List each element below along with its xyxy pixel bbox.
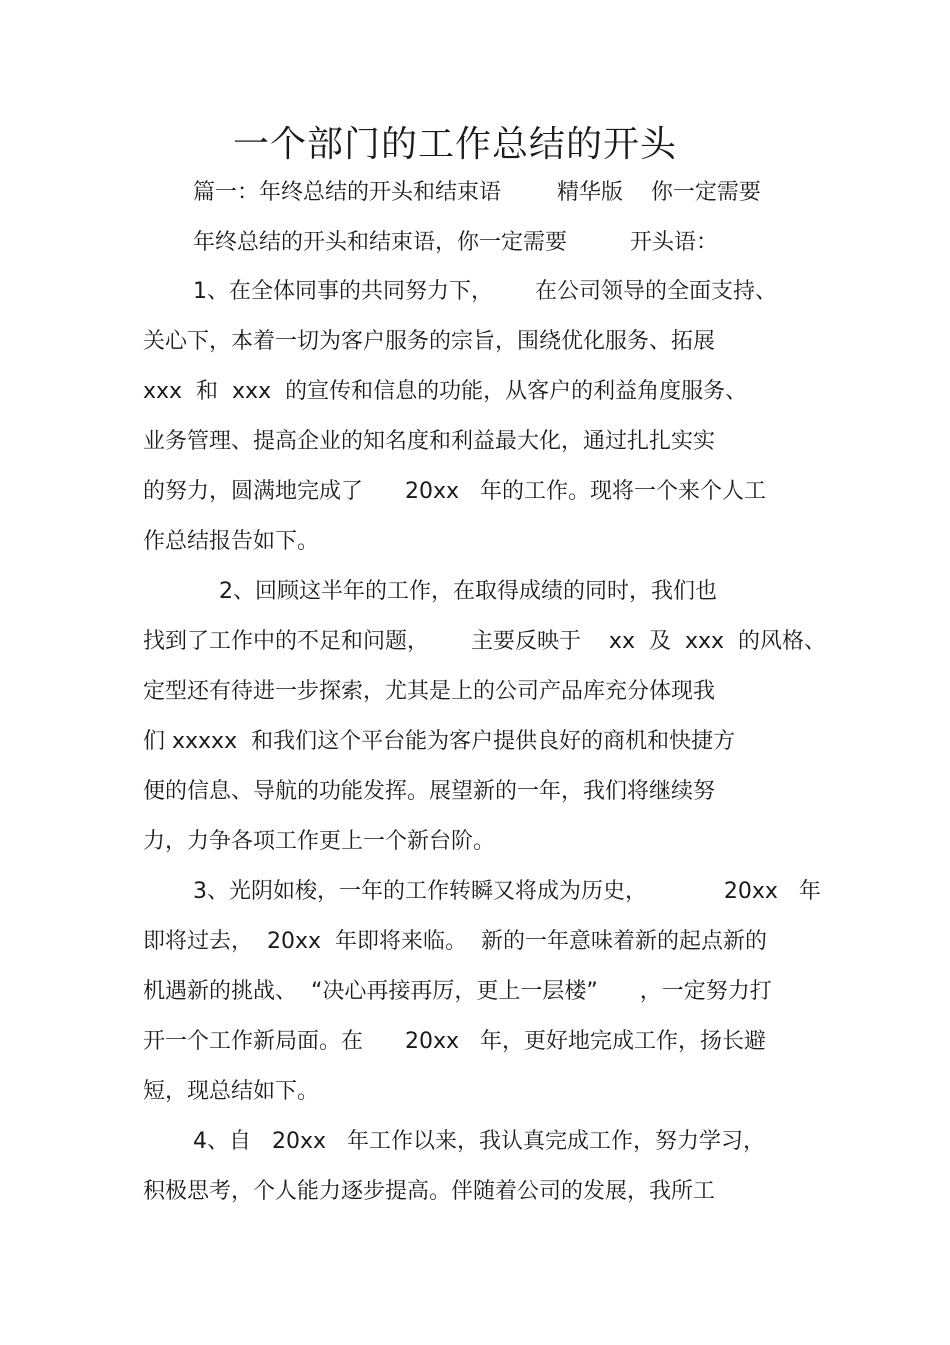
body-line: 定型还有待进一步探索，尤其是上的公司产品库充分体现我 <box>143 679 716 704</box>
body-line: xxx 和 xxx 的宣传和信息的功能，从客户的利益角度服务、 <box>143 379 748 404</box>
body-line: 们 xxxxx 和我们这个平台能为客户提供良好的商机和快捷方 <box>143 729 736 754</box>
body-line: 1、在全体同事的共同努力下， 在公司领导的全面支持、 <box>193 279 777 304</box>
body-line: 作总结报告如下。 <box>143 529 320 554</box>
body-line: 短，现总结如下。 <box>143 1079 320 1104</box>
subtitle-line: 篇一：年终总结的开头和结束语 精华版 你一定需要 <box>193 180 761 205</box>
body-line: 机遇新的挑战、 “决心再接再厉，更上一层楼” ，一定努力打 <box>143 979 772 1004</box>
body-line: 力，力争各项工作更上一个新台阶。 <box>143 829 496 854</box>
body-line: 便的信息、导航的功能发挥。展望新的一年，我们将继续努 <box>143 779 716 804</box>
body-line: 开一个工作新局面。在 20xx 年，更好地完成工作，扬长避 <box>143 1029 766 1054</box>
body-line: 业务管理、提高企业的知名度和利益最大化，通过扎扎实实 <box>143 429 716 454</box>
body-line: 2、回顾这半年的工作，在取得成绩的同时，我们也 <box>219 579 717 604</box>
body-line: 3、光阴如梭，一年的工作转瞬又将成为历史， 20xx 年 <box>193 879 821 904</box>
intro-line: 年终总结的开头和结束语，你一定需要 开头语： <box>193 230 718 255</box>
body-line: 即将过去， 20xx 年即将来临。 新的一年意味着新的起点新的 <box>143 929 767 954</box>
body-line: 积极思考，个人能力逐步提高。伴随着公司的发展，我所工 <box>143 1179 716 1204</box>
body-line: 4、自 20xx 年工作以来，我认真完成工作，努力学习， <box>193 1129 765 1154</box>
body-line: 找到了工作中的不足和问题， 主要反映于 xx 及 xxx 的风格、 <box>143 629 826 654</box>
body-line: 关心下，本着一切为客户服务的宗旨，围绕优化服务、拓展 <box>143 329 716 354</box>
body-line: 的努力，圆满地完成了 20xx 年的工作。现将一个来个人工 <box>143 479 766 504</box>
document-title: 一个部门的工作总结的开头 <box>232 124 677 165</box>
